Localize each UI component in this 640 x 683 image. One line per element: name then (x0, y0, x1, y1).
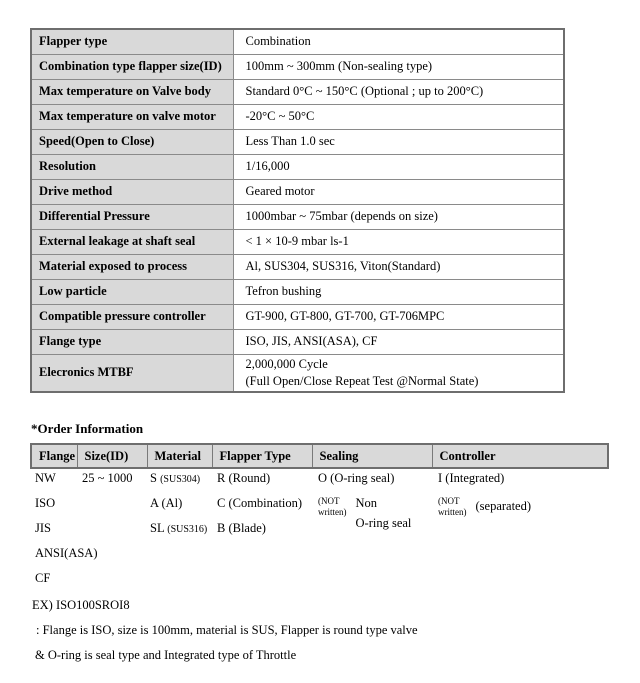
spec-value: Al, SUS304, SUS316, Viton(Standard) (233, 254, 564, 279)
spec-label: Speed(Open to Close) (31, 129, 233, 154)
spec-label: External leakage at shaft seal (31, 229, 233, 254)
spec-row (31, 154, 564, 179)
spec-value: ISO, JIS, ANSI(ASA), CF (233, 329, 564, 354)
material-option (150, 491, 207, 516)
not-written-note: (NOT written) (318, 496, 347, 517)
spec-label: Compatible pressure controller (31, 304, 233, 329)
spec-label: Material exposed to process (31, 254, 233, 279)
spec-row (31, 29, 564, 54)
spec-row (31, 279, 564, 304)
size-id-range: 25 ~ 1000 (82, 471, 133, 485)
spec-label: Resolution (31, 154, 233, 179)
spec-row (31, 329, 564, 354)
column-header-controller: Controller (432, 444, 608, 468)
order-column-controller (438, 466, 531, 518)
spec-row (31, 204, 564, 229)
column-header-material: Material (147, 444, 212, 468)
spec-value: 1000mbar ~ 75mbar (depends on size) (233, 204, 564, 229)
spec-row (31, 254, 564, 279)
spec-row (31, 229, 564, 254)
spec-value-line2: (Full Open/Close Repeat Test @Normal State) (245, 373, 479, 388)
order-column-material (150, 466, 207, 541)
column-header-flange: Flange (31, 444, 77, 468)
flange-option: JIS (35, 521, 51, 535)
flange-option: ANSI(ASA) (35, 546, 98, 560)
spec-value: -20°C ~ 50°C (233, 104, 564, 129)
spec-table (30, 28, 565, 393)
flapper-type-option: C (Combination) (217, 496, 303, 510)
order-column-flapper-type (217, 466, 302, 541)
order-header-row (31, 444, 608, 468)
flange-option: NW (35, 471, 56, 485)
material-code: S (150, 471, 157, 485)
spec-value: 100mm ~ 300mm (Non-sealing type) (233, 54, 564, 79)
spec-label: Low particle (31, 279, 233, 304)
order-column-sealing (318, 466, 411, 533)
flapper-type-option: R (Round) (217, 471, 271, 485)
not-written-note: (NOT written) (438, 496, 467, 517)
separated-label: (separated) (475, 498, 532, 513)
spec-value: Geared motor (233, 179, 564, 204)
spec-label: Combination type flapper size(ID) (31, 54, 233, 79)
spec-row (31, 104, 564, 129)
spec-row (31, 179, 564, 204)
spec-value: Standard 0°C ~ 150°C (Optional ; up to 200°C) (233, 79, 564, 104)
material-note: (SUS304) (160, 474, 201, 485)
spec-row (31, 354, 564, 392)
spec-value: Tefron bushing (233, 279, 564, 304)
material-note: (SUS316) (167, 524, 208, 535)
material-option (150, 516, 207, 541)
spec-value: 1/16,000 (233, 154, 564, 179)
spec-label: Flapper type (31, 29, 233, 54)
spec-value-line1: 2,000,000 Cycle (245, 357, 328, 372)
spec-row (31, 129, 564, 154)
spec-value (233, 354, 564, 392)
spec-label: Flange type (31, 329, 233, 354)
controller-alt-option (438, 494, 531, 518)
spec-value: GT-900, GT-800, GT-700, GT-706MPC (233, 304, 564, 329)
order-example (32, 593, 418, 668)
spec-row (31, 54, 564, 79)
example-code: EX) ISO100SROI8 (32, 598, 130, 612)
order-information-title: *Order Information (31, 421, 144, 436)
example-explanation-1: : Flange is ISO, size is 100mm, material is SUS, Flapper is round type valve (36, 623, 418, 637)
spec-value: < 1 × 10-9 mbar ls-1 (233, 229, 564, 254)
column-header-sealing: Sealing (312, 444, 432, 468)
column-header-flapper-type: Flapper Type (212, 444, 312, 468)
spec-label: Differential Pressure (31, 204, 233, 229)
material-option (150, 466, 207, 491)
spec-label: Drive method (31, 179, 233, 204)
controller-option: I (Integrated) (438, 471, 505, 485)
sealing-option: O (O-ring seal) (318, 471, 395, 485)
sealing-alt-option (318, 494, 411, 533)
example-explanation-2: & O-ring is seal type and Integrated type of Throttle (35, 648, 297, 662)
material-code: A (Al) (150, 496, 183, 510)
flapper-type-option: B (Blade) (217, 521, 266, 535)
order-column-size-id (82, 466, 133, 491)
spec-value: Combination (233, 29, 564, 54)
non-oring-label: Non O-ring seal (355, 496, 412, 530)
flange-option: ISO (35, 496, 56, 510)
spec-row (31, 79, 564, 104)
material-code: SL (150, 521, 165, 535)
spec-label: Max temperature on Valve body (31, 79, 233, 104)
spec-value: Less Than 1.0 sec (233, 129, 564, 154)
spec-label: Elecronics MTBF (31, 354, 233, 392)
column-header-size-id: Size(ID) (77, 444, 147, 468)
flange-option: CF (35, 571, 51, 585)
spec-row (31, 304, 564, 329)
spec-label: Max temperature on valve motor (31, 104, 233, 129)
